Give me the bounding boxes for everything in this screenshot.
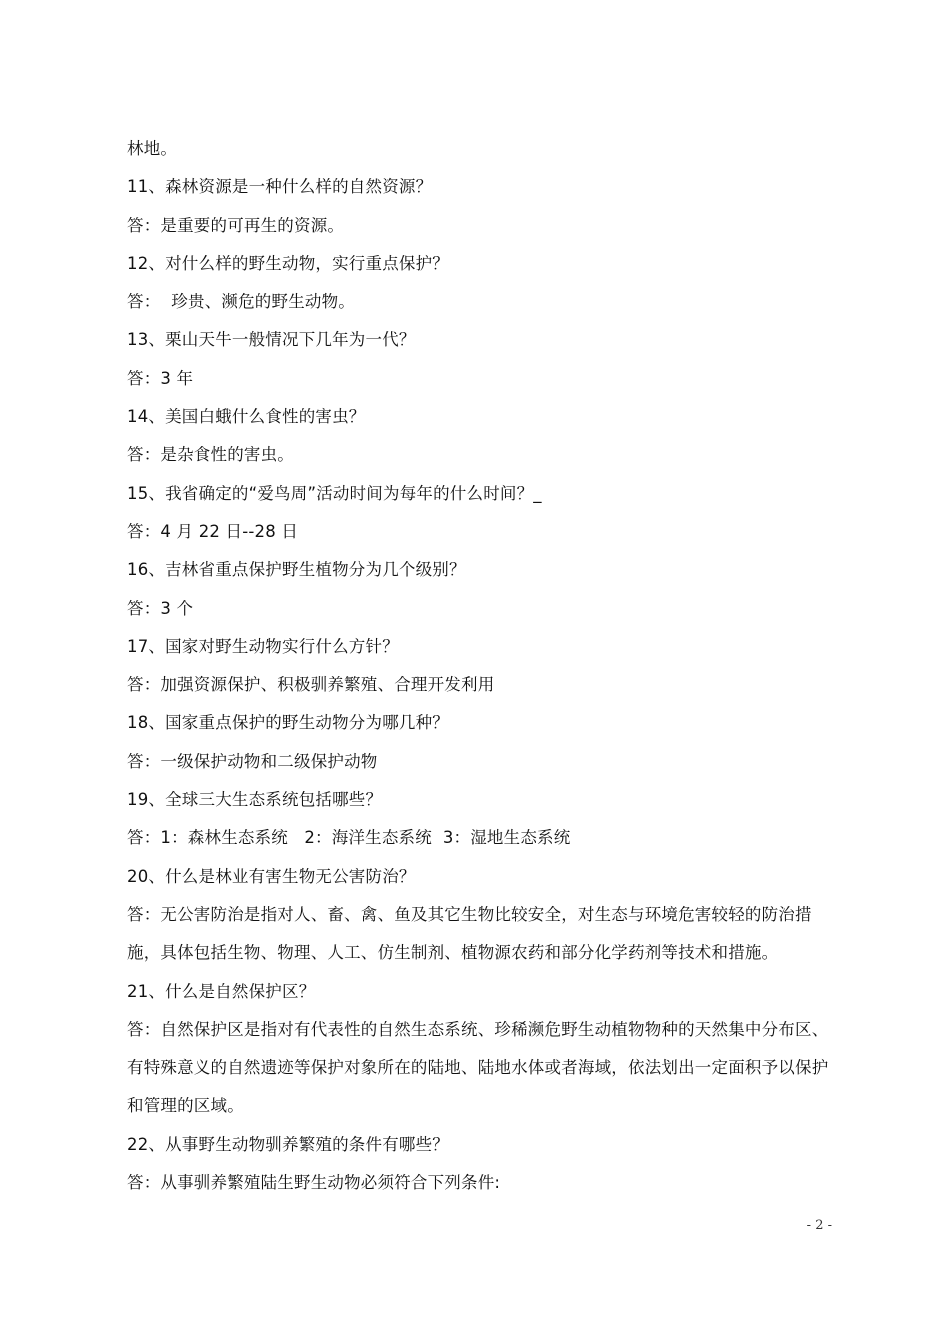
question-16: 16、吉林省重点保护野生植物分为几个级别？ [127,560,466,580]
question-21: 21、什么是自然保护区？ [127,981,316,1001]
question-13: 13、栗山天牛一般情况下几年为一代？ [127,330,416,350]
question-14: 14、美国白蛾什么食性的害虫？ [127,407,366,427]
answer-18: 答：一级保护动物和二级保护动物 [127,751,378,771]
answer-19: 答：1：森林生态系统 2：海洋生态系统 3：湿地生态系统 [127,828,571,848]
answer-21: 答：自然保护区是指对有代表性的自然生态系统、珍稀濒危野生动植物物种的天然集中分布区、有特殊意义的自然遗迹等保护对象所在的陆地、陆地水体或者海域，依法划出一定面积予以保护和管理的区域。 [127,1019,829,1116]
question-15: 15、我省确定的“爱鸟周”活动时间为每年的什么时间？_ [127,483,542,503]
question-18: 18、国家重点保护的野生动物分为哪几种？ [127,713,449,733]
answer-15: 答：4 月 22 日--28 日 [127,521,299,541]
answer-20: 答：无公害防治是指对人、畜、禽、鱼及其它生物比较安全，对生态与环境危害较轻的防治措施，具体包括生物、物理、人工、仿生制剂、植物源农药和部分化学药剂等技术和措施。 [127,904,812,963]
answer-14: 答：是杂食性的害虫。 [127,445,294,465]
question-20: 20、什么是林业有害生物无公害防治？ [127,866,416,886]
answer-17: 答：加强资源保护、积极驯养繁殖、合理开发利用 [127,675,495,695]
answer-11: 答：是重要的可再生的资源。 [127,215,345,235]
question-12: 12、对什么样的野生动物，实行重点保护？ [127,253,449,273]
question-22: 22、从事野生动物驯养繁殖的条件有哪些？ [127,1134,449,1154]
question-11: 11、森林资源是一种什么样的自然资源？ [127,177,433,197]
text-line: 林地。 [127,139,178,158]
answer-16: 答：3 个 [127,598,194,618]
page-number: - 2 - [806,1218,832,1233]
document-body [127,130,842,1202]
question-19: 19、全球三大生态系统包括哪些？ [127,790,383,810]
answer-13: 答：3 年 [127,368,194,388]
answer-22: 答：从事驯养繁殖陆生野生动物必须符合下列条件: [127,1173,501,1193]
question-17: 17、国家对野生动物实行什么方针？ [127,636,399,656]
answer-12: 答： 珍贵、濒危的野生动物。 [127,292,355,312]
